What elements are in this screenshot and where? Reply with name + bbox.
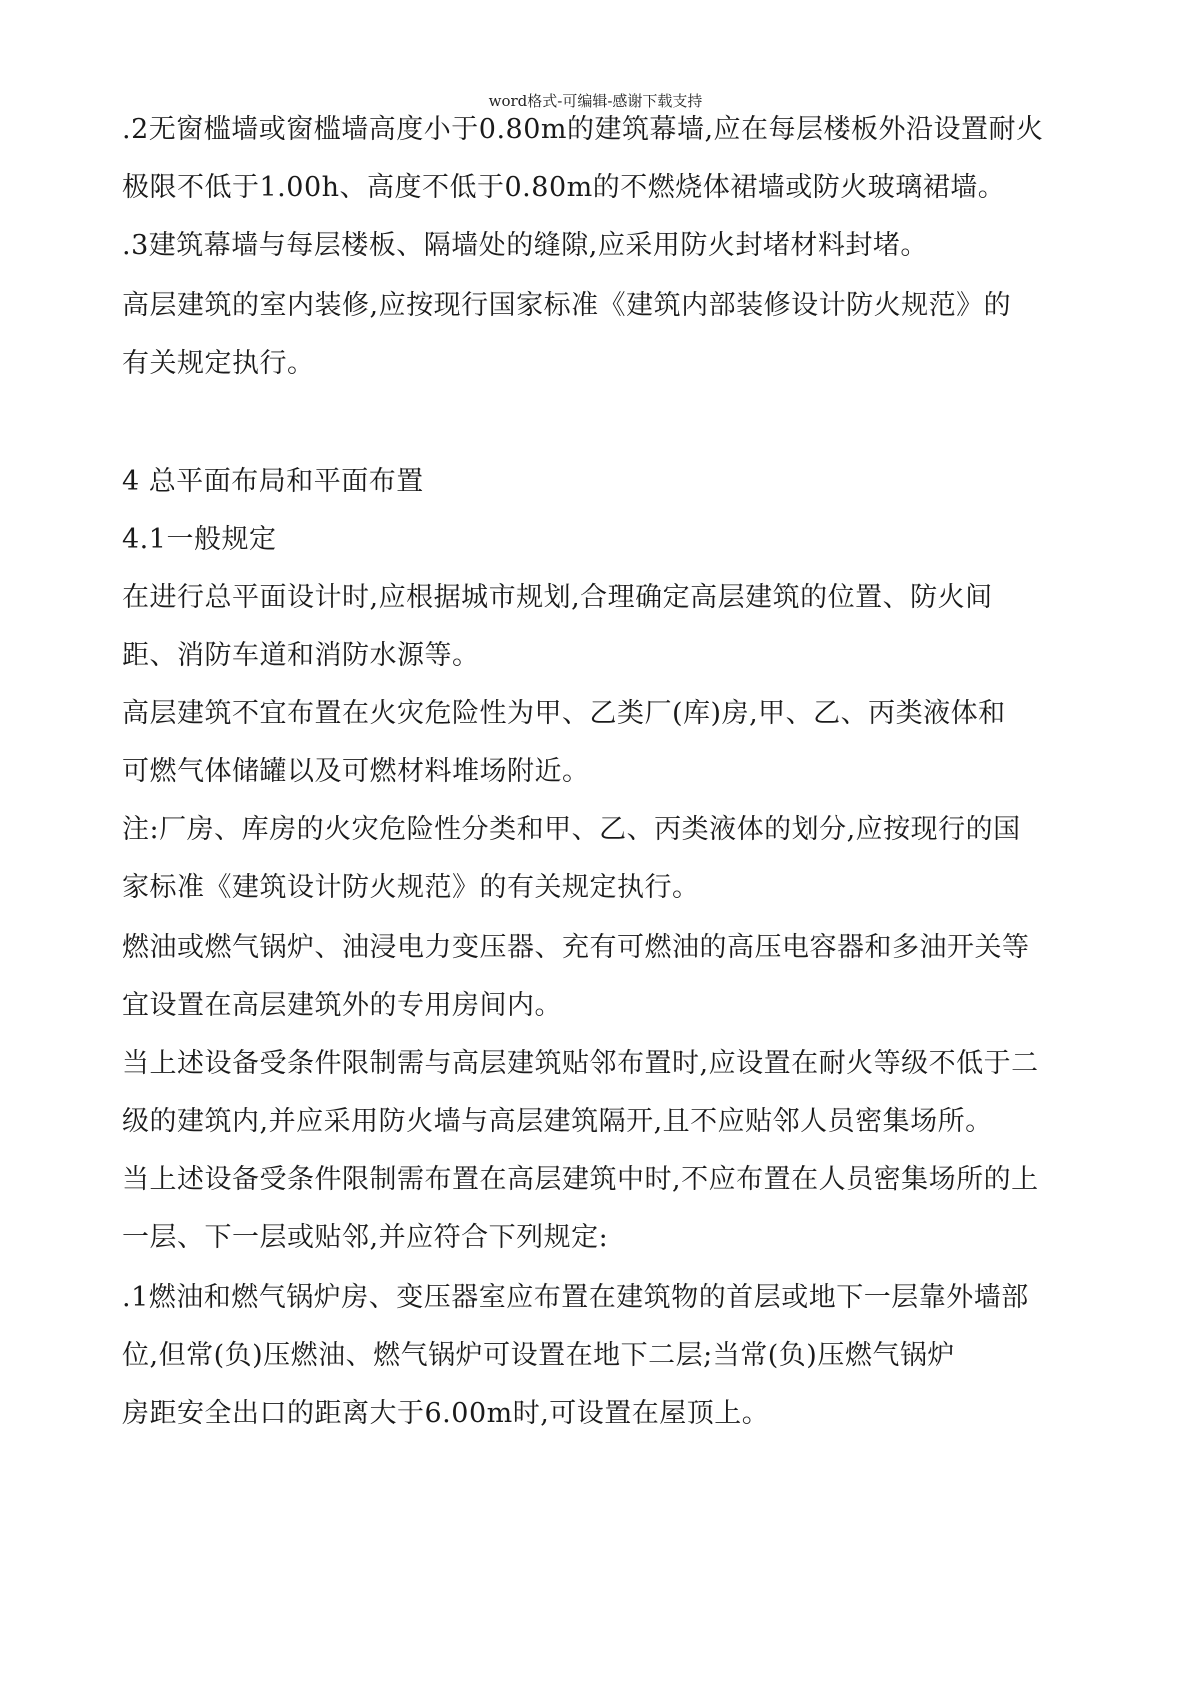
text-line-18: 当上述设备受条件限制需布置在高层建筑中时,不应布置在人员密集场所的上 (122, 1164, 1039, 1195)
text-line-20: .1燃油和燃气锅炉房、变压器室应布置在建筑物的首层或地下一层靠外墙部 (122, 1282, 1029, 1313)
text-line-16: 当上述设备受条件限制需与高层建筑贴邻布置时,应设置在耐火等级不低于二 (122, 1048, 1039, 1079)
text-line-14: 燃油或燃气锅炉、油浸电力变压器、充有可燃油的高压电容器和多油开关等 (122, 932, 1030, 963)
text-line-3: .3建筑幕墙与每层楼板、隔墙处的缝隙,应采用防火封堵材料封堵。 (122, 230, 928, 261)
text-line-9: 距、消防车道和消防水源等。 (122, 640, 480, 671)
text-line-10: 高层建筑不宜布置在火灾危险性为甲、乙类厂(库)房,甲、乙、丙类液体和 (122, 698, 1006, 729)
text-line-8: 在进行总平面设计时,应根据城市规划,合理确定高层建筑的位置、防火间 (122, 582, 993, 613)
text-line-1: .2无窗槛墙或窗槛墙高度小于0.80m的建筑幕墙,应在每层楼板外沿设置耐火 (122, 114, 1044, 145)
text-line-21: 位,但常(负)压燃油、燃气锅炉可设置在地下二层;当常(负)压燃气锅炉 (122, 1340, 955, 1371)
text-line-11: 可燃气体储罐以及可燃材料堆场附近。 (122, 756, 590, 787)
subsection-heading: 4.1一般规定 (122, 524, 277, 555)
text-line-2: 极限不低于1.00h、高度不低于0.80m的不燃烧体裙墙或防火玻璃裙墙。 (122, 172, 1006, 203)
section-heading: 4 总平面布局和平面布置 (122, 466, 424, 497)
page-header: word格式-可编辑-感谢下载支持 (488, 92, 703, 110)
text-line-5: 有关规定执行。 (122, 348, 315, 379)
text-line-4: 高层建筑的室内装修,应按现行国家标准《建筑内部装修设计防火规范》的 (122, 290, 1012, 321)
text-line-19: 一层、下一层或贴邻,并应符合下列规定: (122, 1222, 609, 1253)
text-line-12: 注:厂房、库房的火灾危险性分类和甲、乙、丙类液体的划分,应按现行的国 (122, 814, 1021, 845)
text-line-15: 宜设置在高层建筑外的专用房间内。 (122, 990, 562, 1021)
text-line-13: 家标准《建筑设计防火规范》的有关规定执行。 (122, 872, 700, 903)
text-line-17: 级的建筑内,并应采用防火墙与高层建筑隔开,且不应贴邻人员密集场所。 (122, 1106, 993, 1137)
text-line-22: 房距安全出口的距离大于6.00m时,可设置在屋顶上。 (122, 1398, 770, 1429)
